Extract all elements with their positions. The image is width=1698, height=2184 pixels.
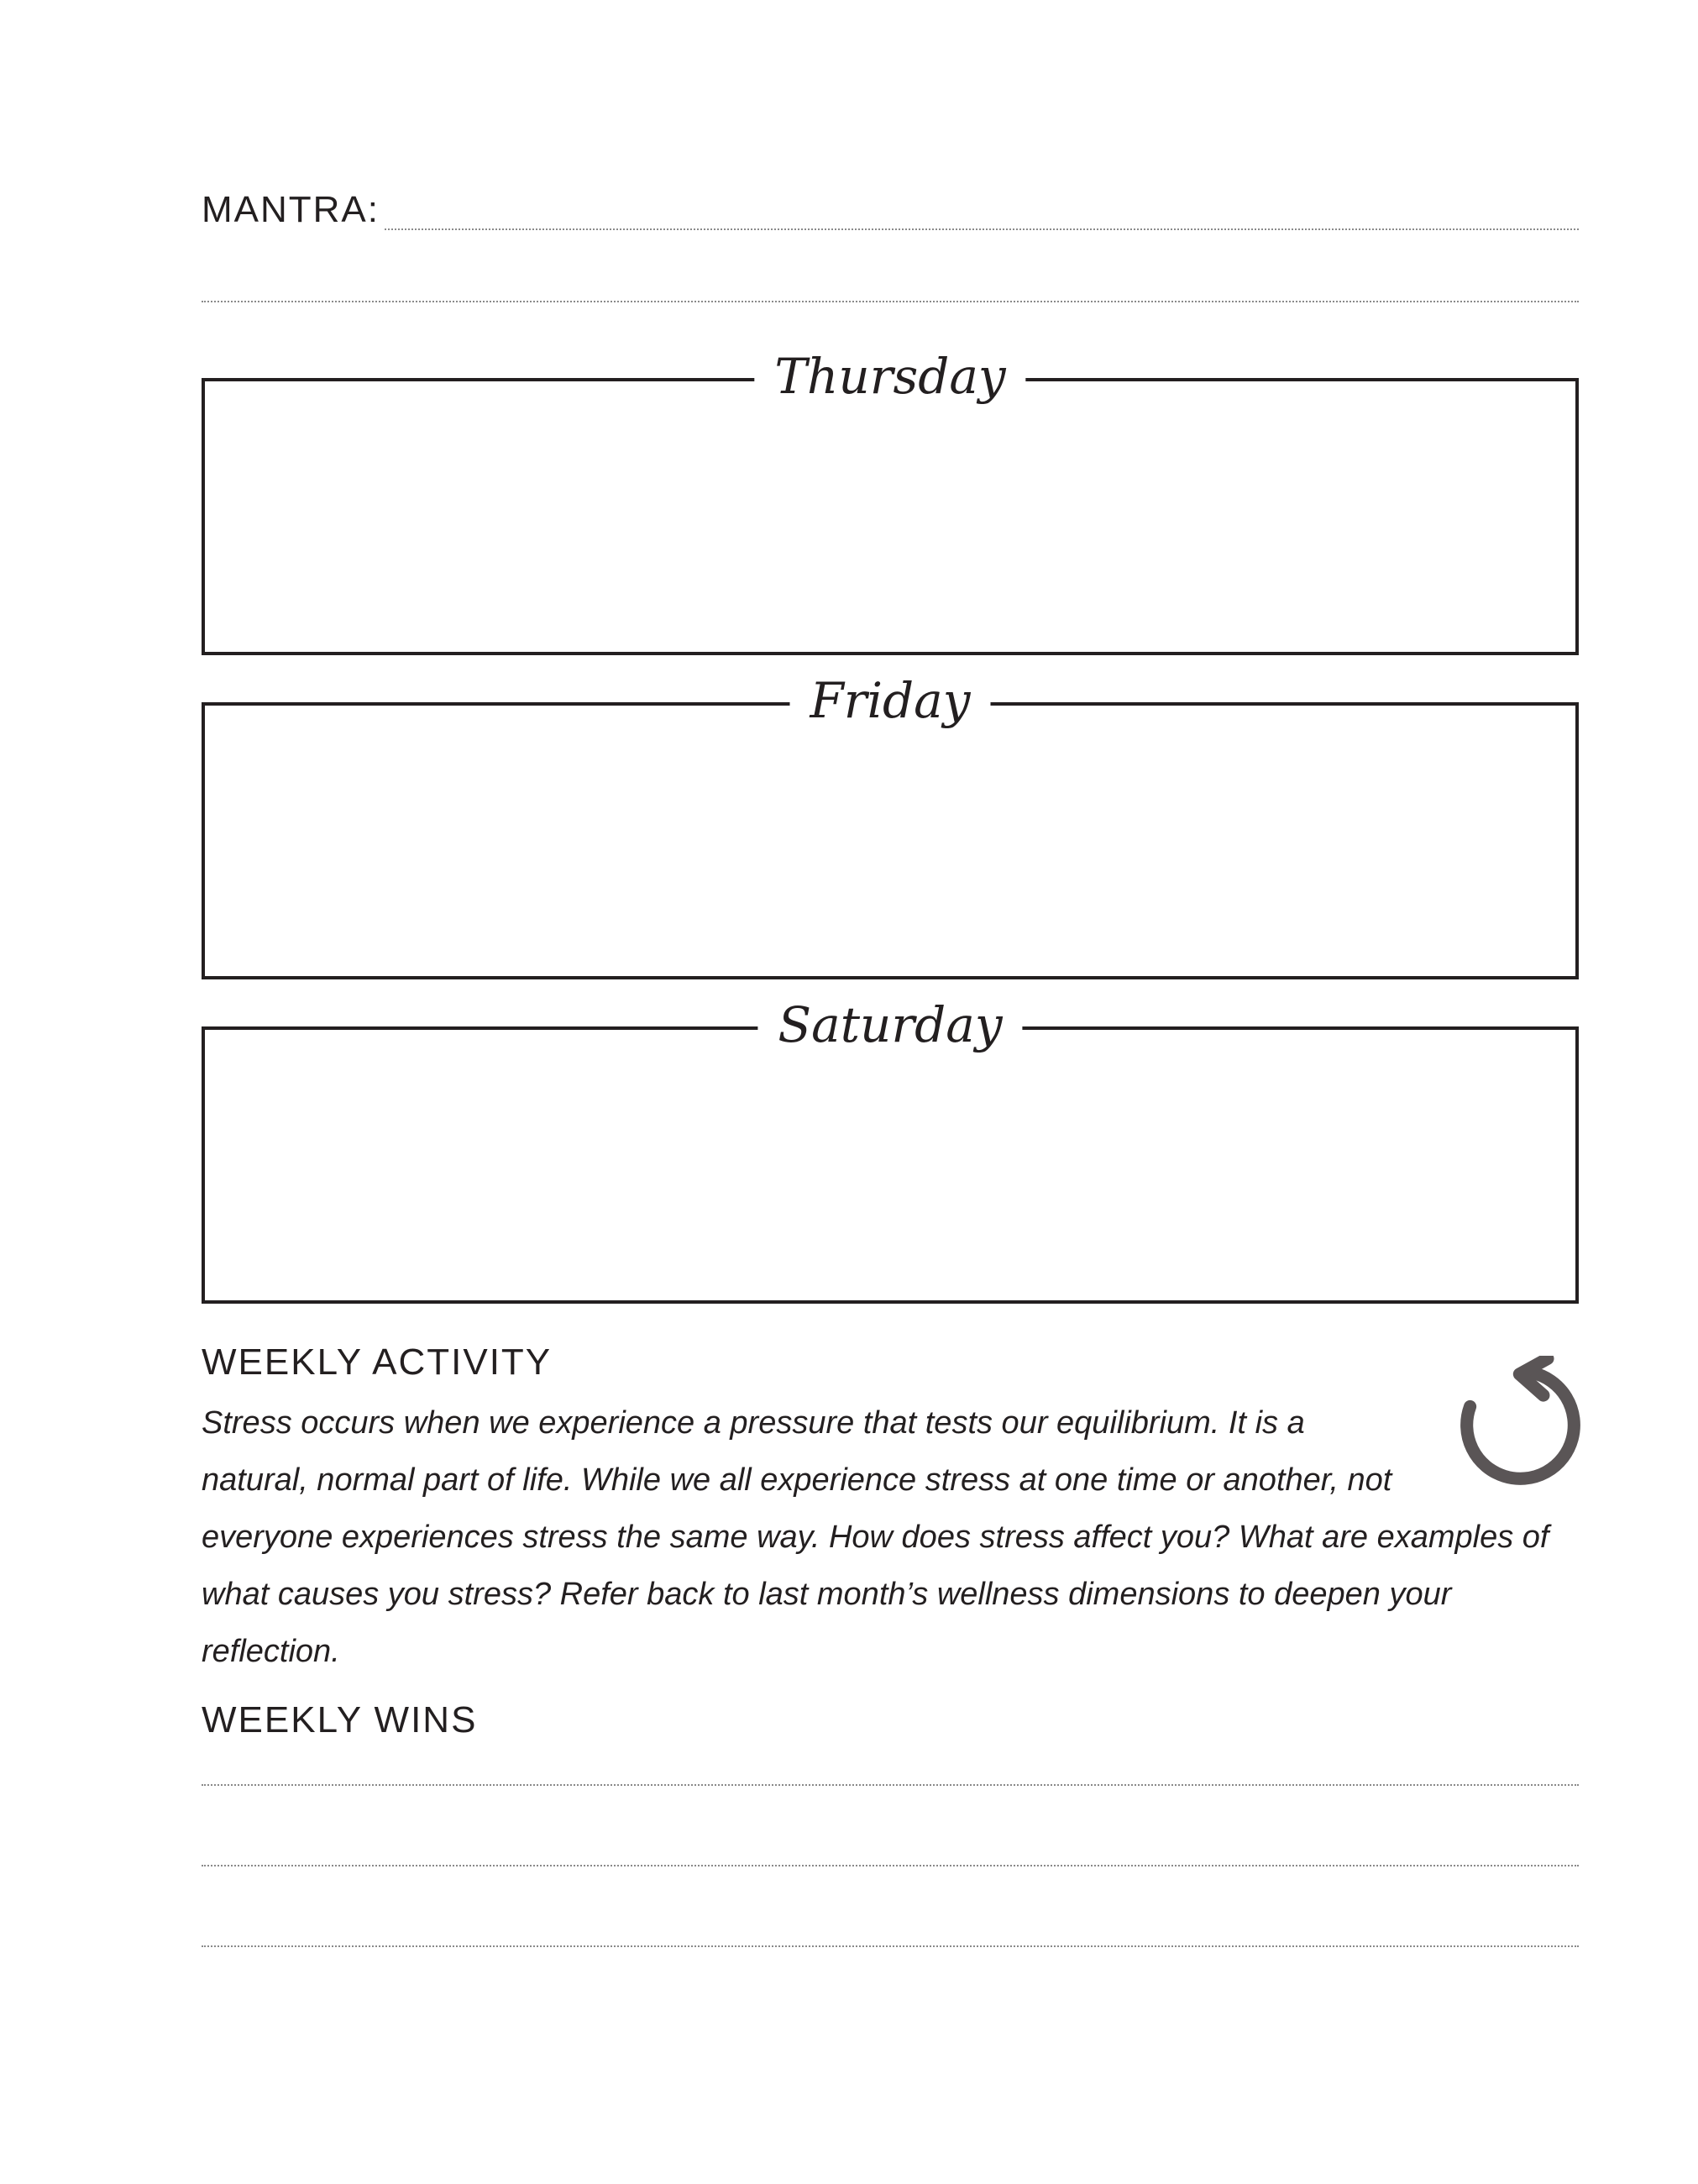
mantra-row <box>202 185 1579 232</box>
thursday-title: Thursday <box>754 343 1025 411</box>
icon-spacer <box>1428 1394 1579 1509</box>
friday-title: Friday <box>790 667 991 735</box>
weekly-wins-heading: WEEKLY WINS <box>202 1699 478 1740</box>
weekly-activity-text-block <box>202 1394 1579 1680</box>
thursday-box[interactable] <box>202 348 1579 655</box>
weekly-wins-line-2[interactable] <box>202 1865 1579 1866</box>
mantra-label: MANTRA: <box>202 189 380 230</box>
weekly-wins-line-1[interactable] <box>202 1784 1579 1786</box>
weekly-activity-heading: WEEKLY ACTIVITY <box>202 1341 553 1383</box>
saturday-box[interactable] <box>202 996 1579 1304</box>
weekly-activity-text: Stress occurs when we experience a pressure that tests our equilibrium. It is a natural, normal part of life. While we all experience stress at one time or another, not everyone experiences stress the same way. How does stress affect you? What are examples of what causes you stress? Refer back to last month’s wellness dimensions to deepen your reflection. <box>202 1405 1549 1669</box>
saturday-title: Saturday <box>757 991 1022 1059</box>
mantra-write-line[interactable] <box>385 228 1579 230</box>
friday-box[interactable] <box>202 672 1579 979</box>
weekly-wins-line-3[interactable] <box>202 1945 1579 1947</box>
mantra-write-line-2[interactable] <box>202 301 1579 302</box>
